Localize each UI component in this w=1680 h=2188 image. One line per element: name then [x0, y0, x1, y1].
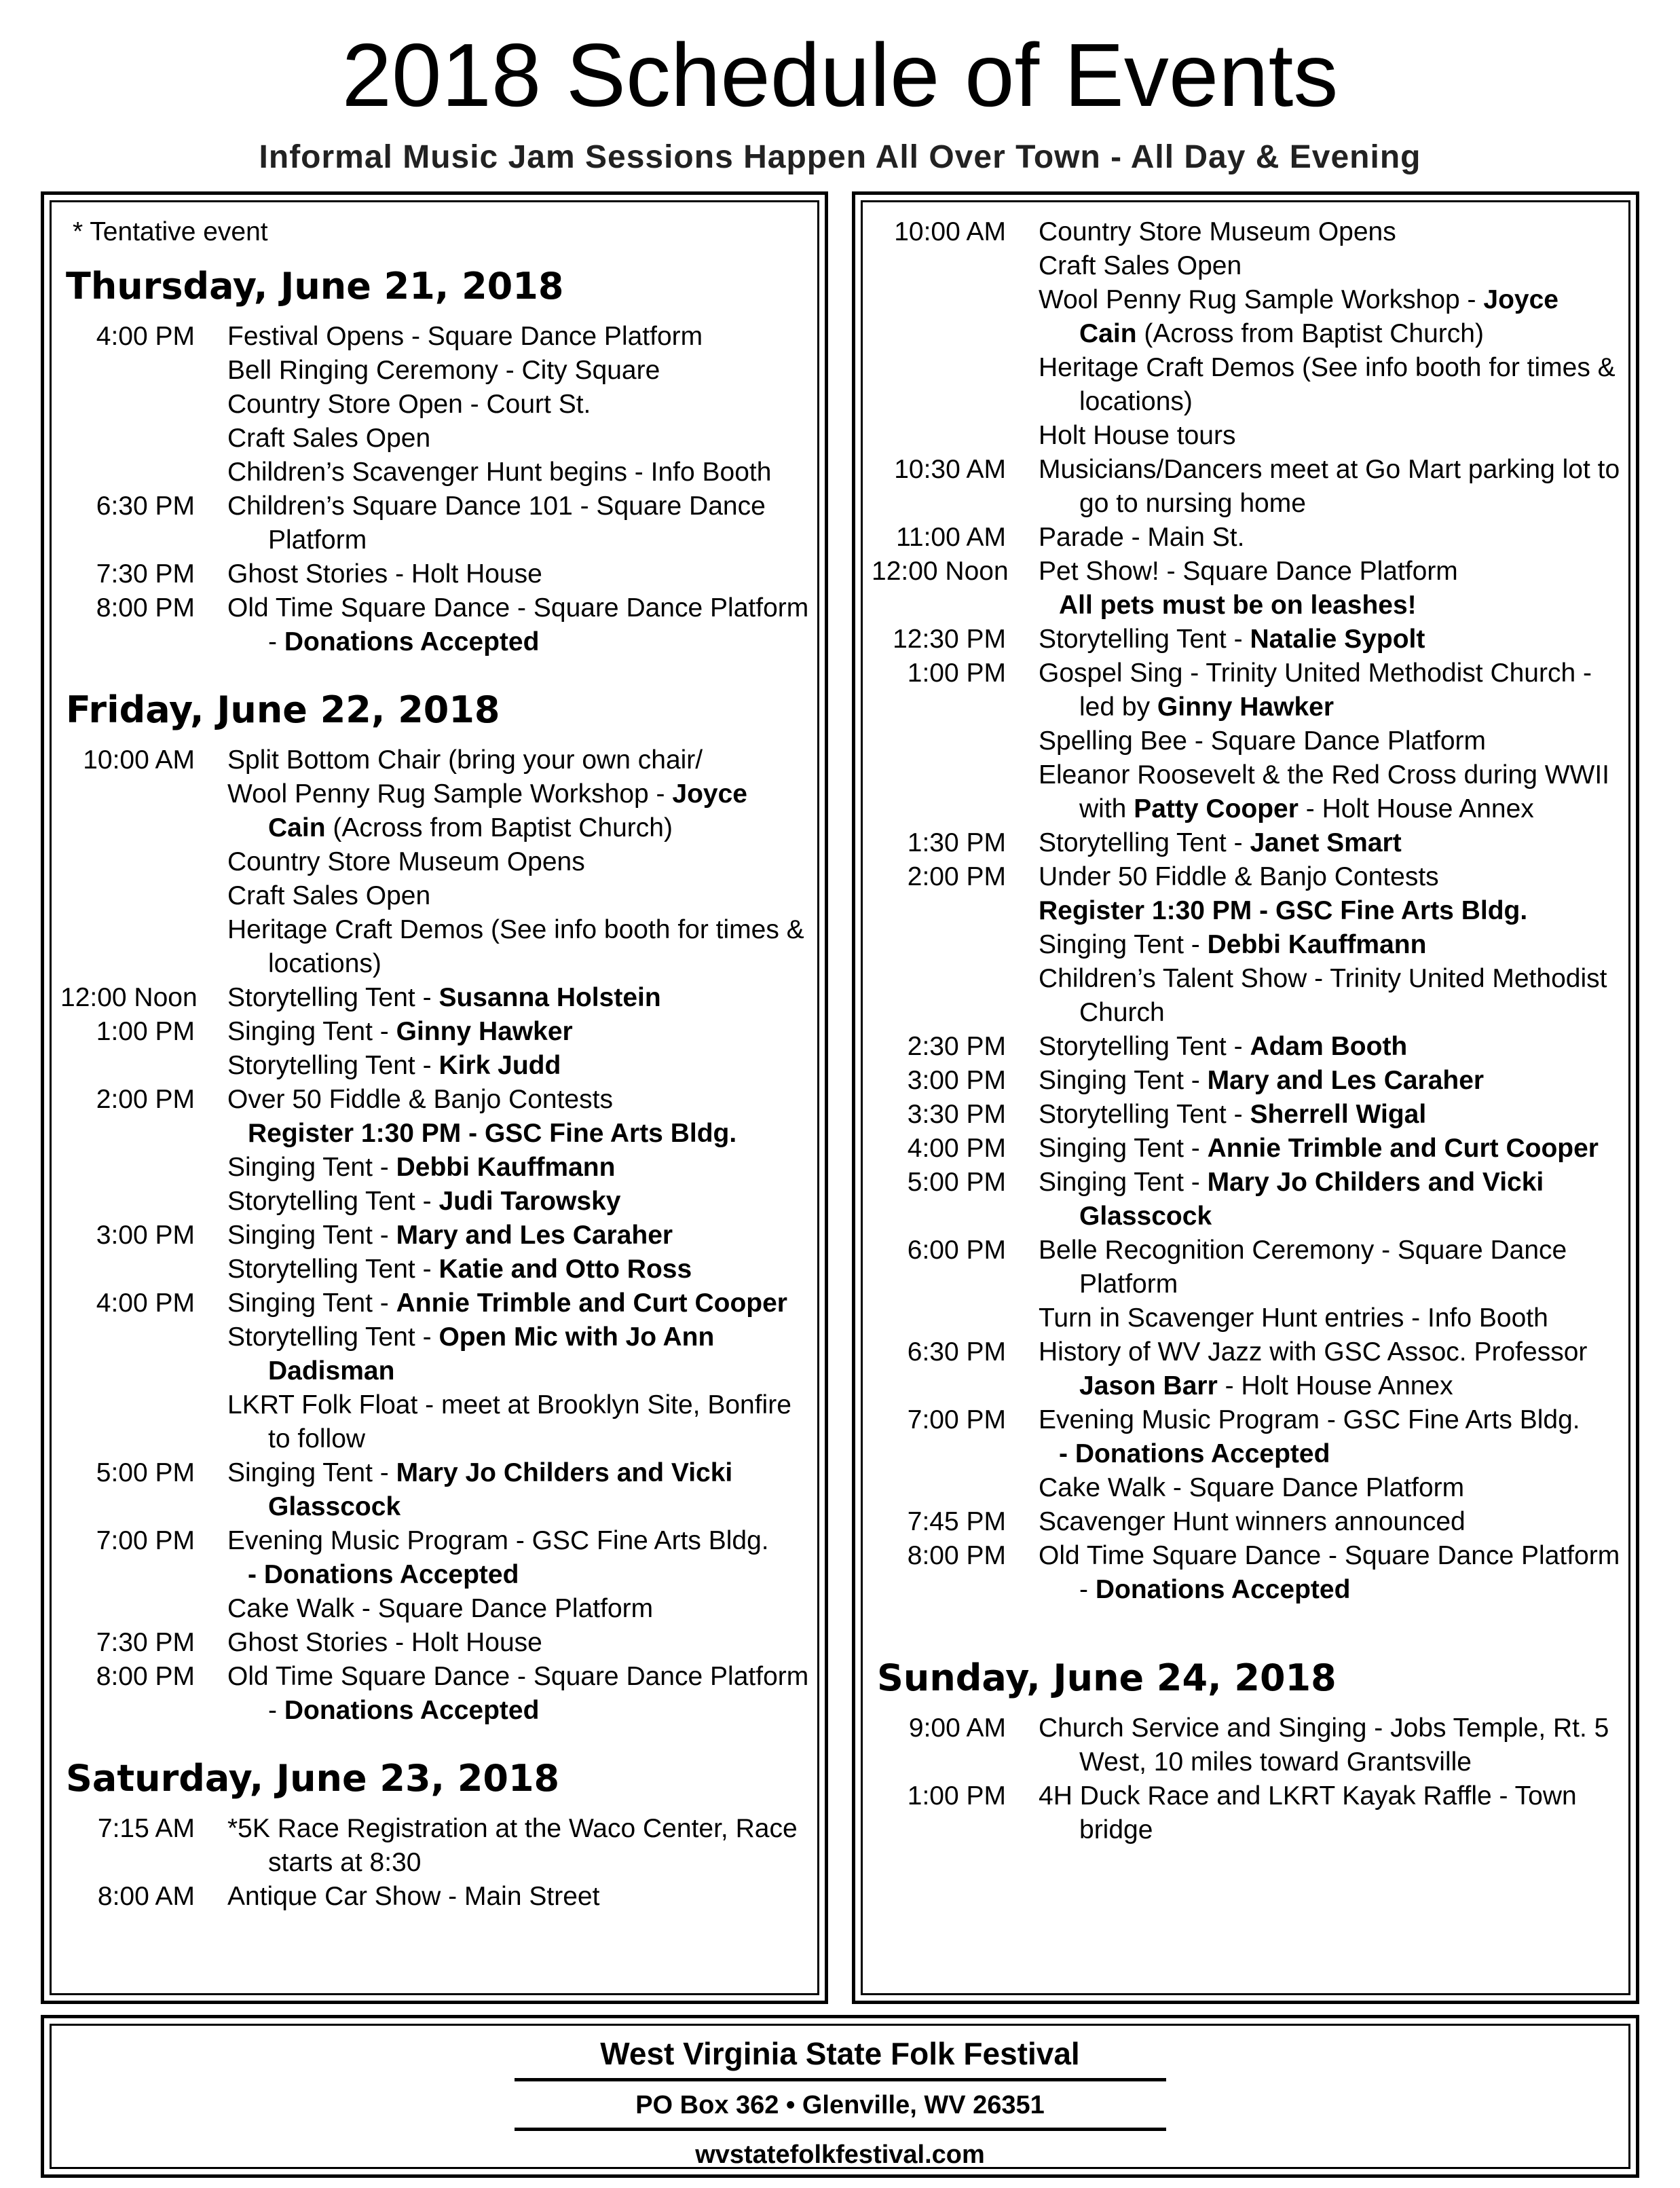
- event-highlight: All pets must be on leashes!: [1059, 591, 1417, 620]
- schedule-entry: [872, 555, 1622, 623]
- event-text: Pet Show! - Square Dance Platform: [1039, 557, 1458, 586]
- left-schedule-panel: [41, 191, 828, 2004]
- event-text: Parade - Main St.: [1039, 523, 1245, 552]
- event-text: [227, 1049, 811, 1083]
- event-text: Cake Walk - Square Dance Platform: [1039, 1473, 1465, 1502]
- schedule-entry: [60, 1456, 811, 1524]
- footer-divider: [515, 2078, 1166, 2081]
- schedule-entry: [872, 1132, 1622, 1166]
- event-time: 2:00 PM: [96, 1085, 195, 1114]
- event-text: [227, 1253, 811, 1286]
- schedule-entry: [872, 1234, 1622, 1335]
- event-desc: Storytelling Tent -: [227, 1187, 439, 1216]
- event-time: 8:00 PM: [907, 1541, 1006, 1570]
- performer-name: Annie Trimble and Curt Cooper: [396, 1288, 787, 1318]
- event-desc: Wool Penny Rug Sample Workshop -: [227, 779, 673, 809]
- performer-name: Mary Jo Childers and Vicki Glasscock: [268, 1458, 733, 1521]
- event-highlight: - Donations Accepted: [248, 1560, 519, 1589]
- performer-name: Adam Booth: [1250, 1032, 1408, 1061]
- event-text: LKRT Folk Float - meet at Brooklyn Site, Bonfire to follow: [227, 1390, 791, 1453]
- event-time: 1:00 PM: [907, 659, 1006, 688]
- event-text: [227, 1456, 811, 1524]
- event-time: 10:00 AM: [83, 745, 195, 775]
- performer-name: Mary Jo Childers and Vicki Glasscock: [1079, 1168, 1544, 1231]
- event-text: [227, 1320, 811, 1388]
- event-text: Ghost Stories - Holt House: [227, 1628, 542, 1657]
- event-text: Craft Sales Open: [227, 424, 431, 453]
- event-time: 12:00 Noon: [60, 983, 198, 1012]
- event-desc: Storytelling Tent -: [227, 1255, 439, 1284]
- event-text: [1039, 826, 1622, 860]
- performer-name: Kirk Judd: [438, 1051, 561, 1080]
- schedule-entry: [60, 1524, 811, 1626]
- performer-name: Open Mic with Jo Ann Dadisman: [268, 1322, 715, 1386]
- event-time: 12:30 PM: [893, 625, 1006, 654]
- event-highlight: Donations Accepted: [1095, 1575, 1351, 1604]
- schedule-entry: [60, 557, 811, 591]
- event-text: [1039, 1064, 1622, 1098]
- event-text: [227, 1015, 811, 1049]
- event-text: [227, 1151, 811, 1185]
- event-time: 4:00 PM: [96, 322, 195, 351]
- event-desc: Storytelling Tent -: [1039, 1100, 1250, 1129]
- schedule-entry: [872, 521, 1622, 555]
- event-highlight: Register 1:30 PM - GSC Fine Arts Bldg.: [248, 1119, 737, 1148]
- tentative-note: * Tentative event: [73, 217, 268, 246]
- performer-name: Debbi Kauffmann: [396, 1153, 616, 1182]
- event-text: Country Store Museum Opens: [227, 847, 585, 876]
- event-text: Musicians/Dancers meet at Go Mart parking lot to go to nursing home: [1039, 455, 1620, 518]
- event-text: Antique Car Show - Main Street: [227, 1882, 600, 1911]
- event-text: Scavenger Hunt winners announced: [1039, 1507, 1466, 1536]
- event-text: Holt House tours: [1039, 421, 1236, 450]
- event-text: Children’s Talent Show - Trinity United Methodist Church: [1039, 964, 1607, 1027]
- day-heading-friday: Friday, June 22, 2018: [66, 688, 500, 731]
- event-desc: Singing Tent -: [1039, 1134, 1208, 1163]
- schedule-entry: [872, 1335, 1622, 1403]
- schedule-entry: [872, 860, 1622, 1030]
- footer-divider: [515, 2128, 1166, 2131]
- event-time: 9:00 AM: [908, 1713, 1006, 1743]
- performer-name: Jason Barr: [1079, 1371, 1218, 1401]
- event-desc: Singing Tent -: [1039, 1168, 1208, 1197]
- schedule-entry: [872, 623, 1622, 656]
- event-text: [1039, 1098, 1622, 1132]
- page-title: 2018 Schedule of Events: [341, 25, 1339, 125]
- event-text: Heritage Craft Demos (See info booth for times & locations): [1039, 353, 1616, 416]
- event-desc: (Across from Baptist Church): [1136, 319, 1484, 348]
- performer-name: Katie and Otto Ross: [438, 1255, 692, 1284]
- mailing-address: PO Box 362 • Glenville, WV 26351: [635, 2091, 1045, 2119]
- event-text: Craft Sales Open: [227, 881, 431, 910]
- schedule-entry: [60, 981, 811, 1015]
- event-desc: Singing Tent -: [1039, 1066, 1208, 1095]
- event-text: [1039, 623, 1622, 656]
- event-text: [227, 1286, 811, 1320]
- event-desc: Eleanor Roosevelt & the Red Cross during WWII with: [1039, 760, 1610, 823]
- event-text: 4H Duck Race and LKRT Kayak Raffle - Town bridge: [1039, 1781, 1577, 1844]
- event-time: 2:00 PM: [907, 862, 1006, 891]
- performer-name: Mary and Les Caraher: [396, 1221, 673, 1250]
- schedule-entry: [60, 743, 811, 981]
- performer-name: Annie Trimble and Curt Cooper: [1207, 1134, 1599, 1163]
- event-time: 7:30 PM: [96, 1628, 195, 1657]
- event-time: 11:00 AM: [896, 523, 1006, 552]
- event-text: [1039, 1132, 1622, 1166]
- event-text: Under 50 Fiddle & Banjo Contests: [1039, 862, 1439, 891]
- website-link[interactable]: wvstatefolkfestival.com: [695, 2140, 985, 2169]
- event-text: Evening Music Program - GSC Fine Arts Bldg.: [1039, 1405, 1580, 1434]
- event-text: [227, 1219, 811, 1253]
- schedule-entry: [60, 1660, 811, 1728]
- event-desc: Singing Tent -: [227, 1017, 396, 1046]
- schedule-entry: [872, 215, 1622, 453]
- event-desc: Wool Penny Rug Sample Workshop -: [1039, 285, 1484, 314]
- event-text: Bell Ringing Ceremony - City Square: [227, 356, 660, 385]
- event-text: [227, 777, 811, 845]
- event-desc: (Across from Baptist Church): [325, 813, 673, 842]
- footer-panel: [41, 2015, 1639, 2178]
- event-text: Cake Walk - Square Dance Platform: [227, 1594, 654, 1623]
- performer-name: Joyce Cain: [1079, 285, 1558, 348]
- event-time: 6:30 PM: [96, 492, 195, 521]
- event-time: 3:00 PM: [96, 1221, 195, 1250]
- schedule-entry: [872, 1030, 1622, 1064]
- event-text: Children’s Scavenger Hunt begins - Info Booth: [227, 458, 772, 487]
- performer-name: Mary and Les Caraher: [1207, 1066, 1485, 1095]
- event-text: Over 50 Fiddle & Banjo Contests: [227, 1085, 613, 1114]
- schedule-entry: [60, 320, 811, 489]
- event-desc: Singing Tent -: [227, 1153, 396, 1182]
- event-time: 7:15 AM: [97, 1814, 195, 1843]
- event-desc: Storytelling Tent -: [227, 983, 439, 1012]
- schedule-entry: [60, 1219, 811, 1286]
- event-text: [1039, 1166, 1622, 1234]
- event-time: 7:00 PM: [907, 1405, 1006, 1434]
- event-desc: History of WV Jazz with GSC Assoc. Professor: [1039, 1337, 1588, 1367]
- performer-name: Natalie Sypolt: [1250, 625, 1425, 654]
- event-time: 8:00 PM: [96, 593, 195, 623]
- performer-name: Joyce Cain: [268, 779, 747, 842]
- schedule-entry: [60, 489, 811, 557]
- schedule-entry: [60, 1015, 811, 1083]
- event-desc: Old Time Square Dance - Square Dance Platform -: [1039, 1541, 1620, 1604]
- event-desc: Old Time Square Dance - Square Dance Platform -: [227, 1662, 809, 1725]
- event-text: [1039, 1539, 1622, 1607]
- page-subtitle: Informal Music Jam Sessions Happen All Over Town - All Day & Evening: [259, 139, 1421, 175]
- event-desc: Storytelling Tent -: [1039, 1032, 1250, 1061]
- schedule-entry: [60, 591, 811, 659]
- event-desc: Singing Tent -: [227, 1458, 396, 1487]
- schedule-entry: [872, 1403, 1622, 1505]
- event-text: Ghost Stories - Holt House: [227, 559, 542, 589]
- schedule-entry: [872, 656, 1622, 826]
- event-time: 6:30 PM: [907, 1337, 1006, 1367]
- event-time: 8:00 AM: [97, 1882, 195, 1911]
- event-time: 4:00 PM: [907, 1134, 1006, 1163]
- event-desc: Singing Tent -: [227, 1221, 396, 1250]
- performer-name: Debbi Kauffmann: [1207, 930, 1427, 959]
- event-highlight: - Donations Accepted: [1059, 1439, 1330, 1468]
- event-text: Country Store Open - Court St.: [227, 390, 591, 419]
- schedule-entry: [872, 453, 1622, 521]
- event-desc: Storytelling Tent -: [1039, 828, 1250, 857]
- day-heading-saturday: Saturday, June 23, 2018: [66, 1757, 560, 1800]
- event-time: 6:00 PM: [907, 1236, 1006, 1265]
- schedule-entry: [872, 826, 1622, 860]
- event-time: 8:00 PM: [96, 1662, 195, 1691]
- event-highlight: Donations Accepted: [284, 627, 540, 656]
- event-time: 4:00 PM: [96, 1288, 195, 1318]
- festival-name: West Virginia State Folk Festival: [600, 2036, 1080, 2071]
- event-time: 7:45 PM: [907, 1507, 1006, 1536]
- schedule-entry: [60, 1880, 811, 1914]
- event-desc: Singing Tent -: [227, 1288, 396, 1318]
- event-text: Heritage Craft Demos (See info booth for times & locations): [227, 915, 804, 978]
- event-time: 5:00 PM: [96, 1458, 195, 1487]
- event-desc: Gospel Sing - Trinity United Methodist Church - led by: [1039, 659, 1592, 722]
- performer-name: Susanna Holstein: [438, 983, 661, 1012]
- day-heading-sunday: Sunday, June 24, 2018: [877, 1656, 1337, 1699]
- event-time: 1:00 PM: [907, 1781, 1006, 1811]
- schedule-entry: [872, 1064, 1622, 1098]
- event-text: Belle Recognition Ceremony - Square Dance Platform: [1039, 1236, 1567, 1299]
- schedule-entry: [872, 1505, 1622, 1539]
- event-text: [227, 1660, 811, 1728]
- event-text: [227, 1185, 811, 1219]
- day-heading-thursday: Thursday, June 21, 2018: [66, 265, 564, 308]
- event-text: Church Service and Singing - Jobs Temple, Rt. 5 West, 10 miles toward Grantsville: [1039, 1713, 1609, 1777]
- event-desc: - Holt House Annex: [1217, 1371, 1453, 1401]
- event-text: *5K Race Registration at the Waco Center, Race starts at 8:30: [227, 1814, 798, 1877]
- event-text: [1039, 1030, 1622, 1064]
- performer-name: Patty Cooper: [1134, 794, 1299, 823]
- event-text: [1039, 894, 1622, 928]
- performer-name: Ginny Hawker: [1157, 692, 1334, 722]
- event-text: [227, 591, 811, 659]
- schedule-entry: [60, 1083, 811, 1219]
- event-text: [227, 1117, 811, 1151]
- event-text: [1039, 589, 1622, 623]
- event-text: Children’s Square Dance 101 - Square Dance Platform: [227, 492, 766, 555]
- event-text: Split Bottom Chair (bring your own chair/: [227, 745, 703, 775]
- event-desc: Storytelling Tent -: [1039, 625, 1250, 654]
- event-text: [227, 981, 811, 1015]
- event-text: [1039, 758, 1622, 826]
- event-time: 12:00 Noon: [872, 557, 1009, 586]
- performer-name: Ginny Hawker: [396, 1017, 573, 1046]
- schedule-entry: [872, 1098, 1622, 1132]
- schedule-entry: [872, 1539, 1622, 1607]
- event-text: [227, 1558, 811, 1592]
- event-text: Turn in Scavenger Hunt entries - Info Booth: [1039, 1303, 1548, 1333]
- event-text: [1039, 283, 1622, 351]
- schedule-entry: [60, 1812, 811, 1880]
- event-desc: Singing Tent -: [1039, 930, 1208, 959]
- event-time: 7:30 PM: [96, 559, 195, 589]
- event-desc: Old Time Square Dance - Square Dance Platform -: [227, 593, 809, 656]
- performer-name: Sherrell Wigal: [1250, 1100, 1427, 1129]
- event-text: Country Store Museum Opens: [1039, 217, 1396, 246]
- event-desc: Storytelling Tent -: [227, 1051, 439, 1080]
- schedule-entry: [872, 1779, 1622, 1847]
- event-time: 1:30 PM: [907, 828, 1006, 857]
- event-desc: Storytelling Tent -: [227, 1322, 439, 1352]
- event-text: Spelling Bee - Square Dance Platform: [1039, 726, 1487, 756]
- event-text: [1039, 928, 1622, 962]
- event-text: Festival Opens - Square Dance Platform: [227, 322, 703, 351]
- event-time: 2:30 PM: [907, 1032, 1006, 1061]
- event-time: 10:00 AM: [894, 217, 1006, 246]
- schedule-entry: [872, 1166, 1622, 1234]
- event-time: 5:00 PM: [907, 1168, 1006, 1197]
- event-time: 3:00 PM: [907, 1066, 1006, 1095]
- event-text: [1039, 656, 1622, 724]
- event-time: 7:00 PM: [96, 1526, 195, 1555]
- schedule-entry: [60, 1626, 811, 1660]
- event-text: [1039, 1335, 1622, 1403]
- event-highlight: Register 1:30 PM - GSC Fine Arts Bldg.: [1039, 896, 1528, 925]
- event-time: 1:00 PM: [96, 1017, 195, 1046]
- event-highlight: Donations Accepted: [284, 1696, 540, 1725]
- schedule-entry: [872, 1711, 1622, 1779]
- event-text: Craft Sales Open: [1039, 251, 1242, 280]
- performer-name: Judi Tarowsky: [438, 1187, 621, 1216]
- event-text: [1039, 1437, 1622, 1471]
- event-time: 3:30 PM: [907, 1100, 1006, 1129]
- event-text: Evening Music Program - GSC Fine Arts Bldg.: [227, 1526, 769, 1555]
- right-schedule-panel: [852, 191, 1639, 2004]
- event-time: 10:30 AM: [894, 455, 1006, 484]
- performer-name: Janet Smart: [1250, 828, 1402, 857]
- event-desc: - Holt House Annex: [1298, 794, 1534, 823]
- schedule-entry: [60, 1286, 811, 1456]
